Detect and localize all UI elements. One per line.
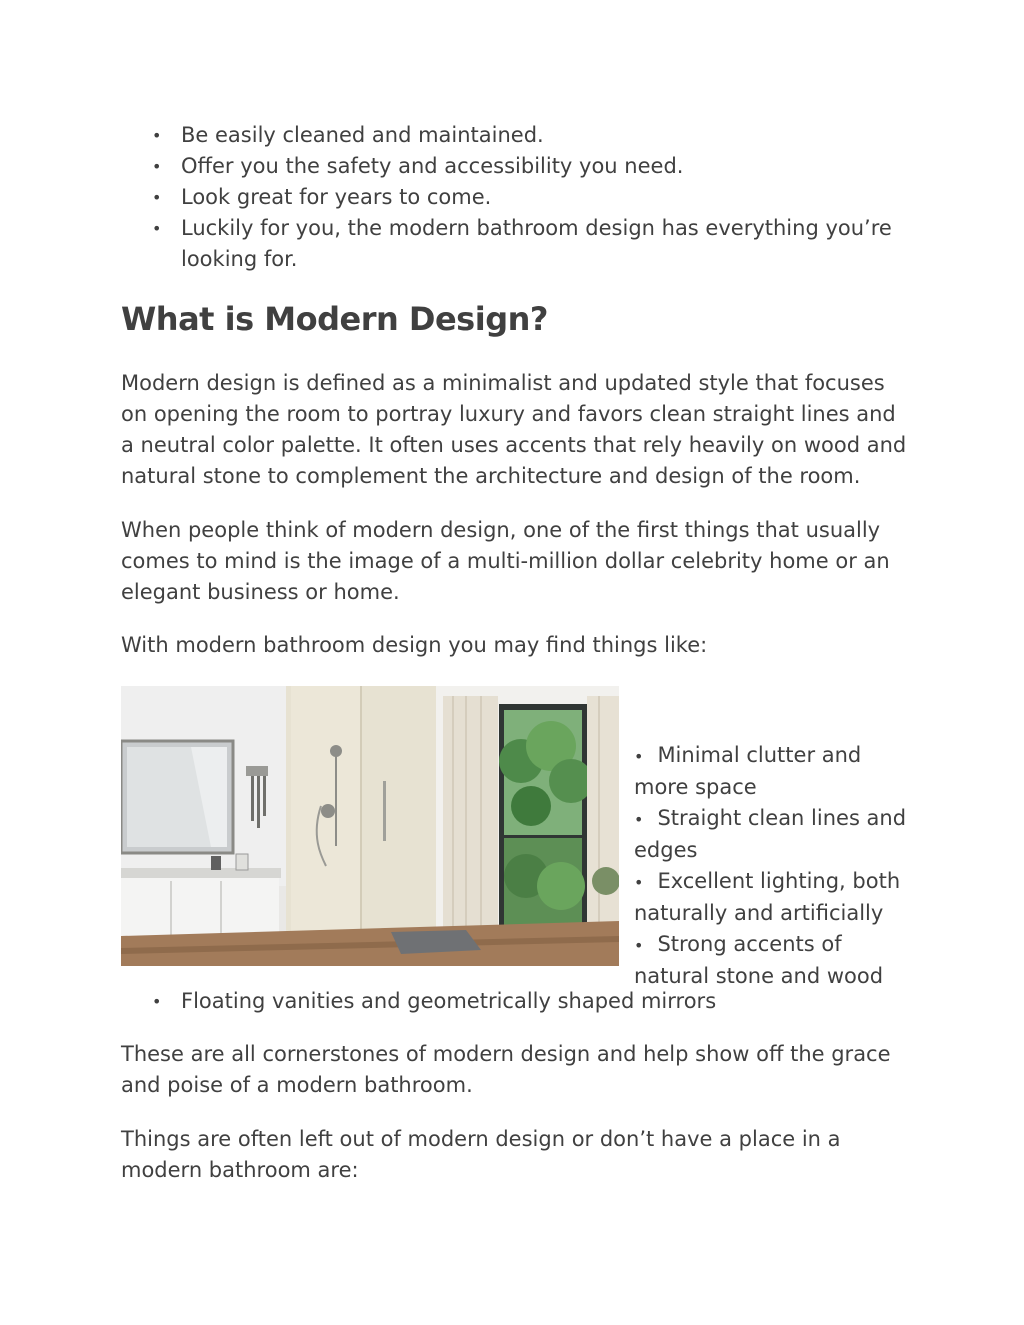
bullet-icon: • [152, 157, 162, 176]
vanities-bullet-list [0, 986, 901, 1017]
paragraph-left-out: Things are often left out of modern design or don’t have a place in a modern bathroom are: [121, 1127, 841, 1182]
list-item [0, 151, 901, 182]
paragraph-cornerstones: These are all cornerstones of modern design and help show off the grace and poise of a modern bathroom. [121, 1042, 891, 1097]
modern-features-list [634, 740, 914, 992]
list-item [634, 740, 914, 803]
list-item [0, 182, 901, 213]
list-item [634, 866, 914, 929]
section-heading: What is Modern Design? [121, 300, 548, 338]
list-item-text: Look great for years to come. [181, 185, 492, 209]
list-item-text: Straight clean lines and edges [634, 806, 907, 862]
bullet-icon: • [152, 188, 162, 207]
bullet-icon: • [634, 747, 644, 766]
paragraph-definition: Modern design is defined as a minimalist and updated style that focuses on opening the room to portray luxury and favors clean straight lines and a neutral color palette. It often uses accents that rely heavily on wood and natural stone to complement the architecture and design of the room. [121, 371, 907, 488]
list-item-text: Minimal clutter and more space [634, 743, 862, 799]
list-item [634, 803, 914, 866]
list-item-text: Excellent lighting, both naturally and artificially [634, 869, 901, 925]
list-item [0, 213, 901, 275]
feature-bullet-list [0, 120, 901, 275]
list-item-text: Luckily for you, the modern bathroom design has everything you’re looking for. [181, 216, 892, 271]
bullet-icon: • [634, 810, 644, 829]
list-item [0, 120, 901, 151]
list-item-text: Strong accents of natural stone and wood [634, 932, 884, 988]
bullet-icon: • [634, 936, 644, 955]
bullet-icon: • [152, 126, 162, 145]
list-item [634, 929, 914, 992]
paragraph-perception: When people think of modern design, one of the first things that usually comes to mind is the image of a multi-million dollar celebrity home or an elegant business or home. [121, 518, 890, 604]
paragraph-intro-list: With modern bathroom design you may find things like: [121, 633, 708, 657]
list-item-text: Be easily cleaned and maintained. [181, 123, 544, 147]
list-item-text: Floating vanities and geometrically shaped mirrors [181, 989, 717, 1013]
list-item-text: Offer you the safety and accessibility you need. [181, 154, 684, 178]
bullet-icon: • [152, 992, 162, 1011]
bullet-icon: • [634, 873, 644, 892]
bullet-icon: • [152, 219, 162, 238]
bathroom-photo [121, 686, 619, 966]
list-item [0, 986, 901, 1017]
